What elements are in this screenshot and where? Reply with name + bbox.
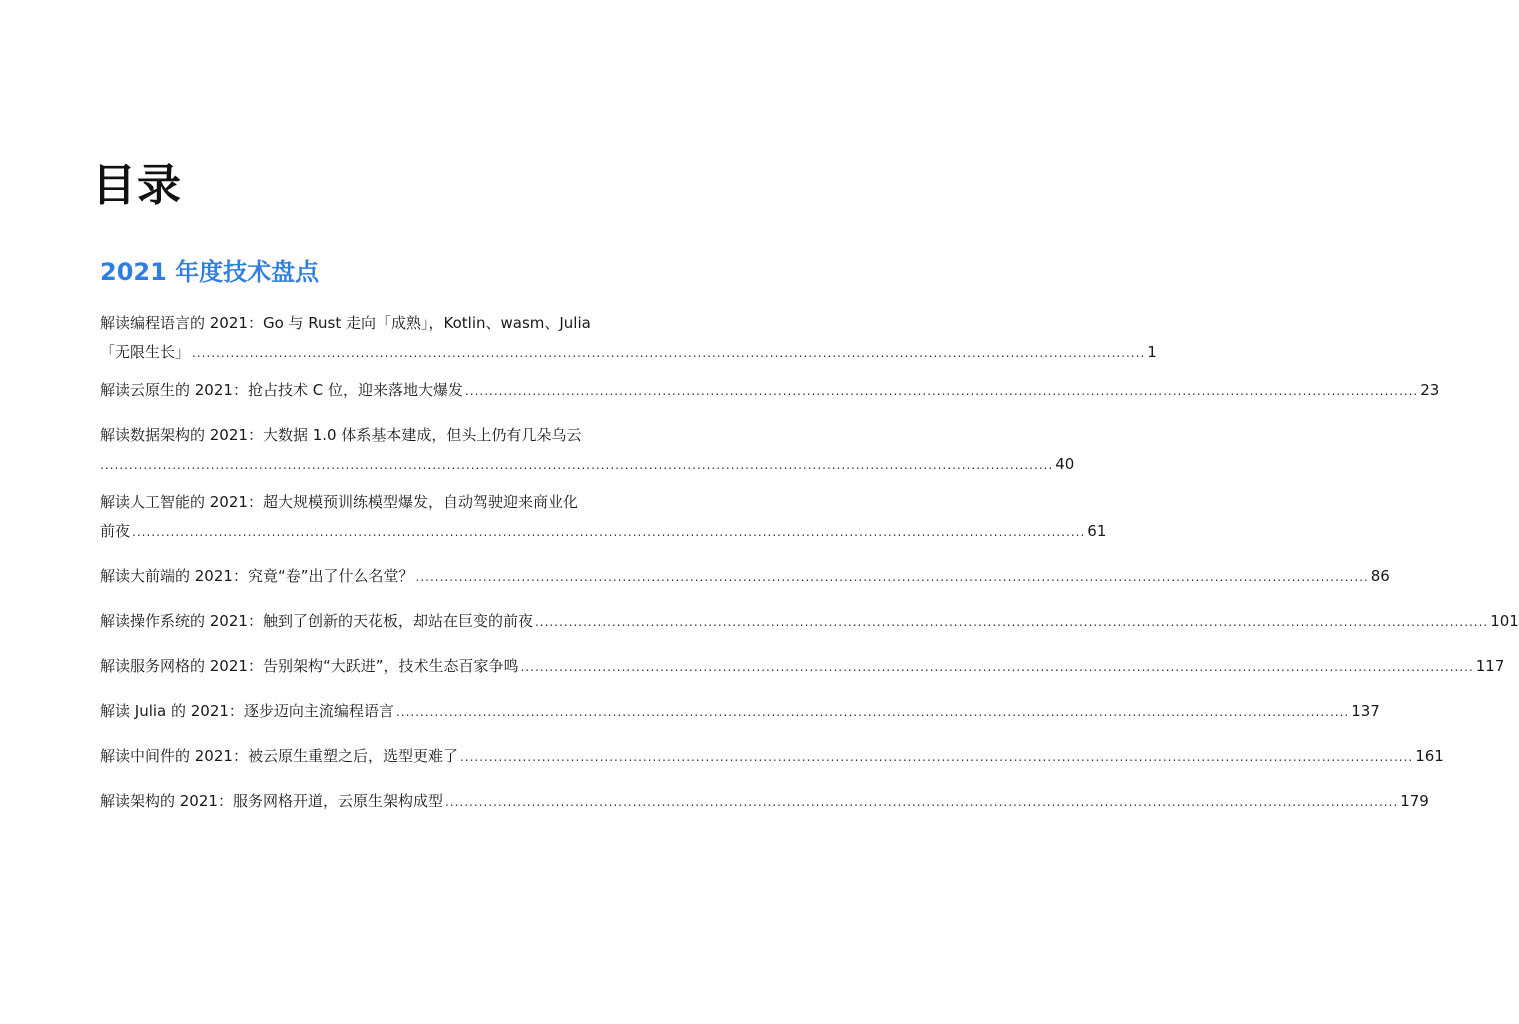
toc-entry-data-architecture[interactable]: [100, 421, 1075, 480]
toc-entry-title: 解读操作系统的 2021：触到了创新的天花板，却站在巨变的前夜: [100, 612, 533, 630]
toc-dot-leader: [521, 653, 1474, 682]
toc-dot-leader: [445, 788, 1398, 817]
toc-entry-title: 解读中间件的 2021：被云原生重塑之后，选型更难了: [100, 747, 458, 765]
toc-page-number: 101: [1490, 612, 1519, 630]
toc-entry-title: 解读人工智能的 2021：超大规模预训练模型爆发，自动驾驶迎来商业化: [100, 493, 578, 511]
toc-dot-leader: [192, 339, 1145, 368]
toc-entry-julia[interactable]: [100, 697, 1380, 727]
toc-entry-title: 解读 Julia 的 2021：逐步迈向主流编程语言: [100, 702, 394, 720]
toc-entry-title: 解读服务网格的 2021：告别架构“大跃进”，技术生态百家争鸣: [100, 657, 519, 675]
toc-dot-leader: [416, 563, 1369, 592]
toc-page-number: 61: [1087, 522, 1107, 540]
toc-page-number: 1: [1147, 343, 1157, 361]
toc-dot-leader: [465, 377, 1418, 406]
toc-dot-leader: [132, 518, 1085, 547]
toc-entry-title: 解读大前端的 2021：究竟“卷”出了什么名堂？: [100, 567, 414, 585]
toc-entry-service-mesh[interactable]: [100, 652, 1505, 682]
toc-page-number: 137: [1351, 702, 1380, 720]
toc-dot-leader: [535, 608, 1488, 637]
toc-entry-title: 解读编程语言的 2021：Go 与 Rust 走向「成熟」，Kotlin、wasm、Julia: [100, 314, 591, 332]
toc-page-number: 40: [1055, 455, 1075, 473]
toc-dot-leader: [460, 743, 1413, 772]
table-of-contents: [100, 309, 1519, 817]
toc-entry-programming-languages[interactable]: [100, 309, 1157, 368]
toc-entry-cloud-native[interactable]: [100, 376, 1440, 406]
toc-entry-frontend[interactable]: [100, 562, 1390, 592]
toc-entry-architecture[interactable]: [100, 787, 1429, 817]
toc-entry-middleware[interactable]: [100, 742, 1444, 772]
toc-entry-title-continued: 「无限生长」: [100, 343, 191, 361]
toc-entry-title: 解读云原生的 2021：抢占技术 C 位，迎来落地大爆发: [100, 381, 463, 399]
toc-dot-leader: [396, 698, 1349, 727]
toc-entry-title: 解读数据架构的 2021：大数据 1.0 体系基本建成，但头上仍有几朵乌云: [100, 426, 582, 444]
toc-page-number: 179: [1400, 792, 1429, 810]
page-title: 目录: [92, 160, 182, 211]
toc-page-number: 161: [1415, 747, 1444, 765]
toc-page-number: 117: [1475, 657, 1505, 675]
toc-page-number: 86: [1370, 567, 1390, 585]
toc-entry-title: 解读架构的 2021：服务网格开道，云原生架构成型: [100, 792, 443, 810]
toc-entry-operating-systems[interactable]: [100, 607, 1519, 637]
toc-page-number: 23: [1420, 381, 1440, 399]
toc-dot-leader: [100, 451, 1053, 480]
toc-entry-ai[interactable]: [100, 488, 1107, 547]
toc-entry-title-continued: 前夜: [100, 522, 131, 540]
section-title: 2021 年度技术盘点: [100, 258, 320, 286]
